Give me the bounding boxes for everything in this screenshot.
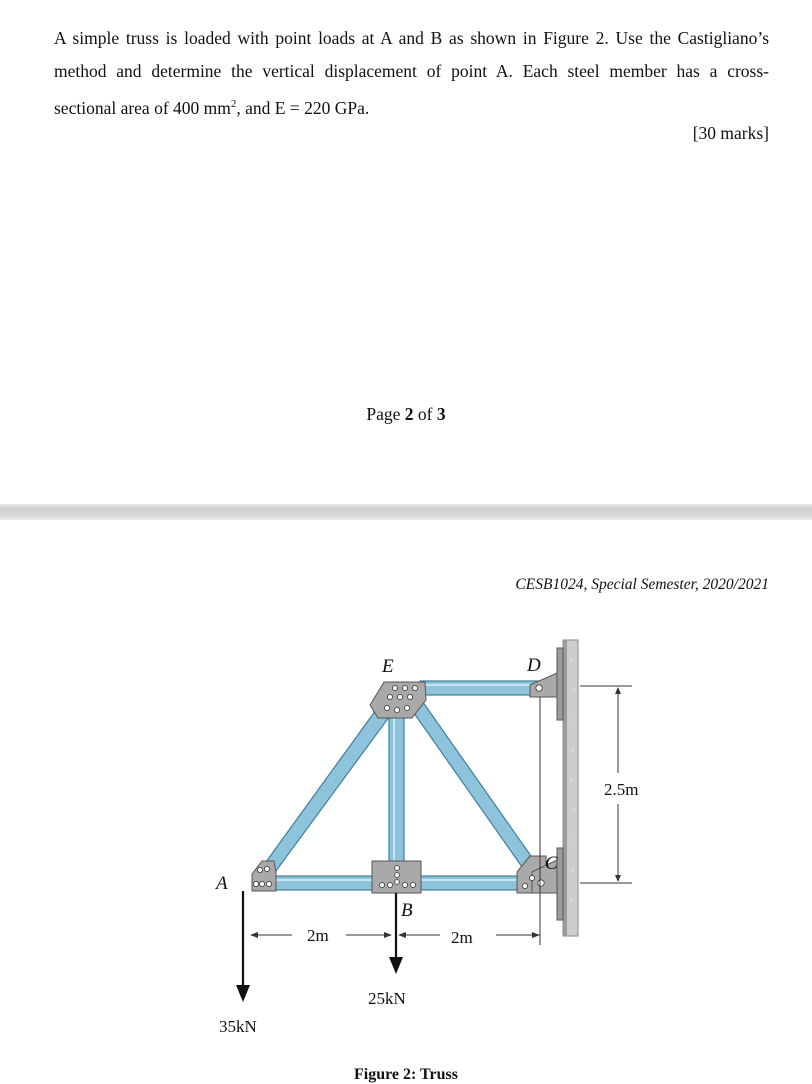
- question-line-3-text: sectional area of 400 mm: [54, 97, 231, 118]
- marks-label: [30 marks]: [692, 123, 769, 143]
- page-total: 3: [436, 404, 446, 424]
- member-eb: [389, 706, 404, 864]
- label-c: C: [545, 853, 558, 874]
- support-plate-c: [557, 848, 563, 920]
- wall-support: [563, 640, 578, 936]
- course-header: CESB1024, Special Semester, 2020/2021: [515, 576, 769, 593]
- page-of: of: [413, 404, 437, 424]
- member-ec: [409, 698, 538, 874]
- dim-height: 2.5m: [604, 780, 639, 799]
- page-current: 2: [404, 404, 414, 424]
- label-e: E: [382, 656, 394, 677]
- page-label: Page: [366, 404, 405, 424]
- load-arrows: [236, 891, 403, 1002]
- member-ed: [420, 681, 538, 695]
- joint-d-plate: [530, 673, 557, 697]
- question-line-2: method and determine the vertical displacement of point A. Each steel member has a cross-: [54, 61, 769, 81]
- question-line-1: A simple truss is loaded with point loads at A and B as shown in Figure 2. Use the Castigliano’s: [54, 28, 769, 48]
- label-d: D: [527, 655, 541, 676]
- load-label-b: 25kN: [368, 989, 406, 1008]
- superscript-2: 2: [230, 98, 237, 110]
- support-plate-d: [557, 648, 563, 720]
- label-a: A: [216, 873, 228, 894]
- figure-caption: Figure 2: Truss: [353, 1066, 458, 1083]
- member-ae: [263, 703, 392, 875]
- dim-span-left: 2m: [307, 926, 329, 945]
- dim-span-right: 2m: [451, 928, 473, 947]
- label-b: B: [401, 900, 413, 921]
- question-line-3-end: , and E = 220 GPa.: [236, 97, 370, 118]
- load-label-a: 35kN: [219, 1017, 257, 1036]
